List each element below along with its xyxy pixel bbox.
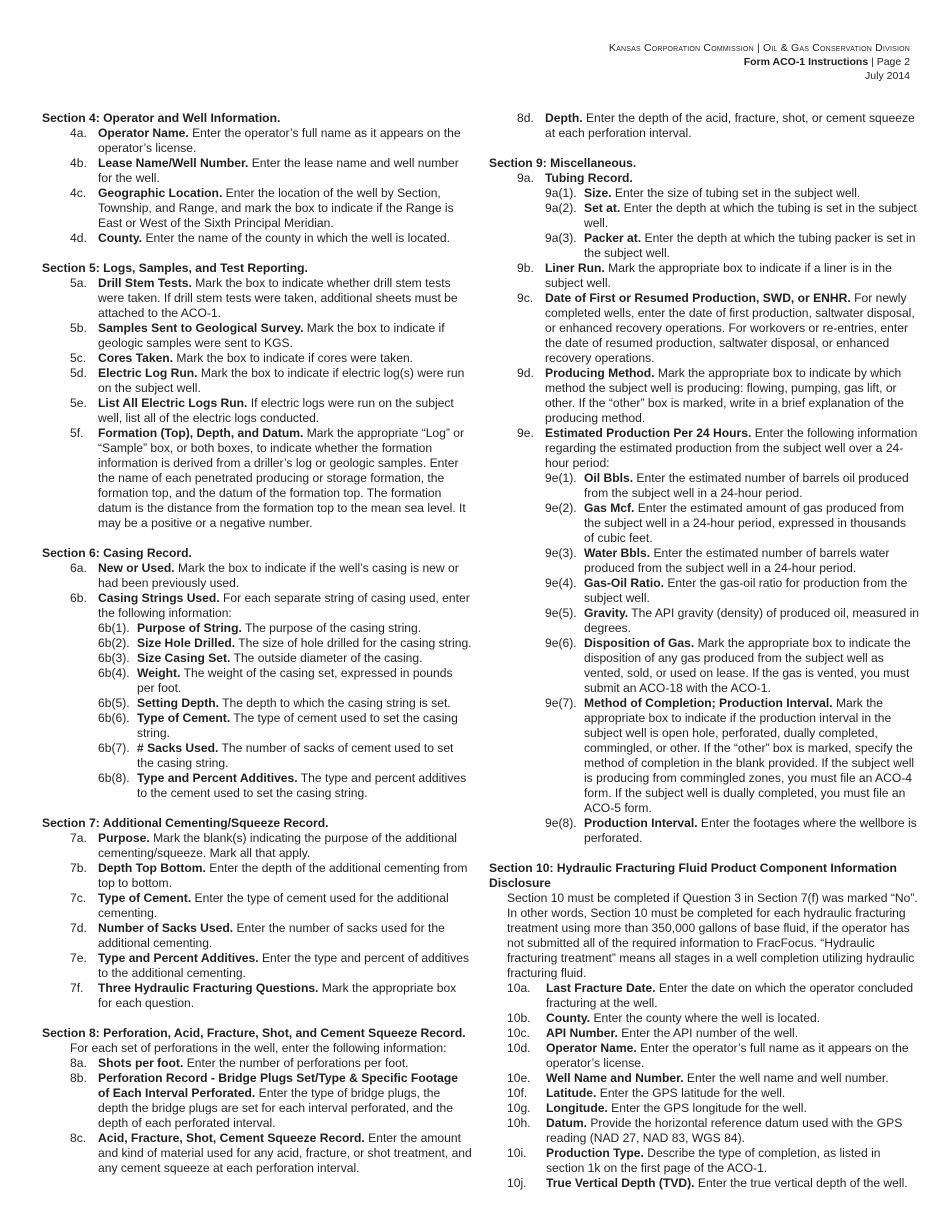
form-name: Form ACO-1 Instructions [743, 56, 869, 68]
section-title: Section 10: Hydraulic Fracturing Fluid Product Component Information Disclosure [489, 861, 897, 890]
list-item: 10j. True Vertical Depth (TVD). Enter the true vertical depth of the well. [507, 1176, 908, 1190]
section-title: Section 8: Perforation, Acid, Fracture, Shot, and Cement Squeeze Record. [42, 1026, 466, 1040]
left-column [42, 111, 472, 1191]
section-title: Section 5: Logs, Samples, and Test Reporting. [42, 261, 308, 275]
section-5 [42, 261, 472, 531]
section-title: Section 6: Casing Record. [42, 546, 192, 560]
sub-item: 9e(1). Oil Bbls. Enter the estimated number of barrels oil produced from the subject well in a 24-hour period. [545, 471, 909, 500]
list-item: 7c. Type of Cement. Enter the type of cement used for the additional cementing. [70, 891, 449, 920]
list-item: 4b. Lease Name/Well Number. Enter the lease name and well number for the well. [70, 156, 459, 185]
list-item: 8a. Shots per foot. Enter the number of perforations per foot. [70, 1056, 409, 1070]
list-item: 10g. Longitude. Enter the GPS longitude for the well. [507, 1101, 807, 1115]
sub-item: 6b(5). Setting Depth. The depth to which the casing string is set. [98, 696, 451, 710]
list-item: 7e. Type and Percent Additives. Enter the type and percent of additives to the additional cementing. [70, 951, 470, 980]
list-item: 4a. Operator Name. Enter the operator’s full name as it appears on the operator’s license. [70, 126, 461, 155]
sub-item: 6b(3). Size Casing Set. The outside diameter of the casing. [98, 651, 423, 665]
list-item: 9c. Date of First or Resumed Production, SWD, or ENHR. For newly completed wells, enter the date of first production, saltwater disposal, or enhanced recovery operations. For workovers or re-entries, enter the date of resumed production, saltwater disposal, or enhanced recovery operations. [517, 291, 915, 365]
list-item: 10i. Production Type. Describe the type of completion, as listed in section 1k on the first page of the ACO-1. [507, 1146, 881, 1175]
list-item: 10b. County. Enter the county where the well is located. [507, 1011, 821, 1025]
sub-item: 6b(2). Size Hole Drilled. The size of hole drilled for the casing string. [98, 636, 472, 650]
section-6 [42, 546, 472, 801]
list-item: 7d. Number of Sacks Used. Enter the number of sacks used for the additional cementing. [70, 921, 445, 950]
section-8-continued [489, 111, 919, 141]
list-item: 9d. Producing Method. Mark the appropriate box to indicate by which method the subject well is producing: flowing, pumping, gas lift, or other. If the “other” box is marked, write in a brief explanation of the producing method. [517, 366, 904, 425]
page-header [609, 41, 910, 83]
list-item: 7f. Three Hydraulic Fracturing Questions. Mark the appropriate box for each question. [70, 981, 457, 1010]
sub-item: 9a(2). Set at. Enter the depth at which the tubing is set in the subject well. [545, 201, 917, 230]
section-9 [489, 156, 919, 846]
list-item: 8c. Acid, Fracture, Shot, Cement Squeeze Record. Enter the amount and kind of material used for any acid, fracture, or shot treatment, and any cement squeeze at each perforation interval. [70, 1131, 472, 1175]
sub-item: 9a(1). Size. Enter the size of tubing set in the subject well. [545, 186, 861, 200]
sub-item: 9e(7). Method of Completion; Production Interval. Mark the appropriate box to indicate if the production interval in the subject well is open hole, perforated, dually completed, commingled, or other. If the “other” box is marked, specify the method of completion in the blank provided. If the subject well is producing from commingled zones, you must file an ACO-4 form. If the subject well is dually completed, you must file an ACO-5 form. [545, 696, 915, 815]
list-item: 5b. Samples Sent to Geological Survey. Mark the box to indicate if geologic samples were sent to KGS. [70, 321, 445, 350]
list-item: 8b. Perforation Record - Bridge Plugs Set/Type & Specific Footage of Each Interval Perforated. Enter the type of bridge plugs, the depth the bridge plugs are set for each interval perforated, and the depth of each perforated interval. [70, 1071, 458, 1130]
sub-item: 9e(8). Production Interval. Enter the footages where the wellbore is perforated. [545, 816, 917, 845]
sub-item: 6b(8). Type and Percent Additives. The type and percent additives to the cement used to set the casing string. [98, 771, 467, 800]
list-item: 10h. Datum. Provide the horizontal reference datum used with the GPS reading (NAD 27, NAD 83, WGS 84). [507, 1116, 903, 1145]
list-item: 10a. Last Fracture Date. Enter the date on which the operator concluded fracturing at the well. [507, 981, 914, 1010]
list-item: 7b. Depth Top Bottom. Enter the depth of the additional cementing from top to bottom. [70, 861, 468, 890]
section-intro: Section 10 must be completed if Question 3 in Section 7(f) was marked “No”. In other words, Section 10 must be completed for each hydraulic fracturing treatment using more than 350,000 gallons of base fluid, if the operator has not submitted all of the required information to FracFocus. “Hydraulic fracturing treatment” means all stages in a well completion utilizing hydraulic fracturing fluid. [507, 891, 918, 980]
list-item: 5a. Drill Stem Tests. Mark the box to indicate whether drill stem tests were taken. If drill stem tests were taken, additional sheets must be attached to the ACO-1. [70, 276, 458, 320]
list-item: 7a. Purpose. Mark the blank(s) indicating the purpose of the additional cementing/squeeze. Mark all that apply. [70, 831, 457, 860]
sub-item: 6b(6). Type of Cement. The type of cement used to set the casing string. [98, 711, 458, 740]
list-item: 4c. Geographic Location. Enter the location of the well by Section, Township, and Range, and mark the box to indicate if the Range is East or West of the Sixth Principal Meridian. [70, 186, 454, 230]
list-item: 9e. Estimated Production Per 24 Hours. Enter the following information regarding the estimated production from the subject well over a 24-hour period: [517, 426, 918, 470]
list-item: 4d. County. Enter the name of the county in which the well is located. [70, 231, 451, 245]
list-item: 5f. Formation (Top), Depth, and Datum. Mark the appropriate “Log” or “Sample” box, or both boxes, to indicate whether the formation information is derived from a driller’s log or geologic samples. Enter the name of each penetrated producing or storage formation, the formation top, and the datum of the formation top. The formation datum is the distance from the formation top to the mean sea level. It may be a positive or a negative number. [70, 426, 466, 530]
section-10 [489, 861, 919, 1191]
right-column [489, 111, 919, 1206]
sub-item: 9e(2). Gas Mcf. Enter the estimated amount of gas produced from the subject well in a 24-hour period, expressed in thousands of cubic feet. [545, 501, 907, 545]
list-item: 9a. Tubing Record. [517, 171, 633, 185]
section-intro: For each set of perforations in the well, enter the following information: [70, 1041, 447, 1055]
form-title [609, 55, 910, 69]
list-item: 8d. Depth. Enter the depth of the acid, fracture, shot, or cement squeeze at each perforation interval. [517, 111, 915, 140]
sub-item: 9e(4). Gas-Oil Ratio. Enter the gas-oil ratio for production from the subject well. [545, 576, 908, 605]
list-item: 10e. Well Name and Number. Enter the well name and well number. [507, 1071, 889, 1085]
sub-item: 9a(3). Packer at. Enter the depth at which the tubing packer is set in the subject well. [545, 231, 916, 260]
list-item: 10f. Latitude. Enter the GPS latitude for the well. [507, 1086, 786, 1100]
list-item: 10c. API Number. Enter the API number of the well. [507, 1026, 799, 1040]
sub-item: 9e(6). Disposition of Gas. Mark the appropriate box to indicate the disposition of any gas produced from the subject well as vented, sold, or used on lease. If the gas is vented, you must submit an ACO-18 with the ACO-1. [545, 636, 911, 695]
sub-item: 6b(7). # Sacks Used. The number of sacks of cement used to set the casing string. [98, 741, 454, 770]
list-item: 6b. Casing Strings Used. For each separate string of casing used, enter the following information: [70, 591, 470, 620]
list-item: 6a. New or Used. Mark the box to indicate if the well’s casing is new or had been previously used. [70, 561, 459, 590]
list-item: 5c. Cores Taken. Mark the box to indicate if cores were taken. [70, 351, 414, 365]
list-item: 5e. List All Electric Logs Run. If electric logs were run on the subject well, list all of the electric logs conducted. [70, 396, 454, 425]
section-4 [42, 111, 472, 246]
list-item: 9b. Liner Run. Mark the appropriate box to indicate if a liner is in the subject well. [517, 261, 892, 290]
section-7 [42, 816, 472, 1011]
section-title: Section 4: Operator and Well Information. [42, 111, 281, 125]
form-date: July 2014 [865, 70, 910, 82]
section-title: Section 7: Additional Cementing/Squeeze Record. [42, 816, 329, 830]
list-item: 10d. Operator Name. Enter the operator’s full name as it appears on the operator’s license. [507, 1041, 909, 1070]
page-number: | Page 2 [868, 56, 910, 68]
list-item: 5d. Electric Log Run. Mark the box to indicate if electric log(s) were run on the subject well. [70, 366, 465, 395]
sub-item: 9e(5). Gravity. The API gravity (density) of produced oil, measured in degrees. [545, 606, 919, 635]
sub-item: 9e(3). Water Bbls. Enter the estimated number of barrels water produced from the subject well in a 24-hour period. [545, 546, 890, 575]
sub-item: 6b(4). Weight. The weight of the casing set, expressed in pounds per foot. [98, 666, 453, 695]
agency-name: Kansas Corporation Commission | Oil & Gas Conservation Division [608, 42, 910, 54]
section-8 [42, 1026, 472, 1176]
sub-item: 6b(1). Purpose of String. The purpose of the casing string. [98, 621, 422, 635]
section-title: Section 9: Miscellaneous. [489, 156, 637, 170]
